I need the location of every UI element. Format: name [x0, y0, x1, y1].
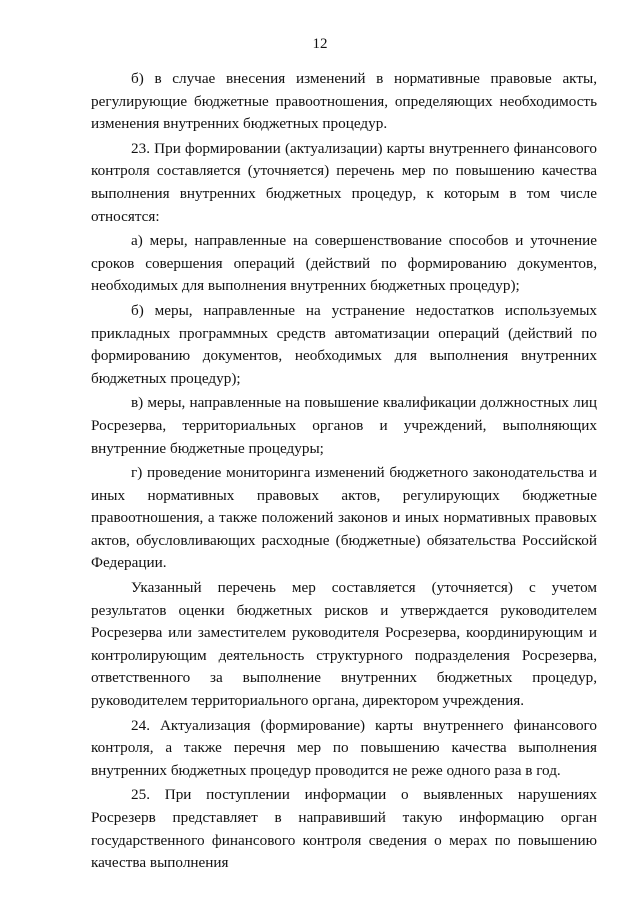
document-body [91, 68, 597, 875]
paragraph-23-g: г) проведение мониторинга изменений бюджетного законодательства и иных нормативных правовых актов, регулирующих бюджетные правоотношения, а также положений законов и иных нормативных правовых актов, обусловливающих расходные (бюджетные) обязательства Российской Федерации. [91, 464, 597, 572]
paragraph-23-a: а) меры, направленные на совершенствование способов и уточнение сроков совершения операций (действий по формированию документов, необходимых для выполнения внутренних бюджетных процедур); [91, 232, 597, 295]
paragraph-23-v: в) меры, направленные на повышение квалификации должностных лиц Росрезерва, территориальных органов и учреждений, выполняющих внутренние бюджетные процедуры; [91, 394, 597, 457]
paragraph-23-b: б) меры, направленные на устранение недостатков используемых прикладных программных средств автоматизации операций (действий по формированию документов, необходимых для выполнения внутренних бюджетных процедур); [91, 301, 597, 387]
paragraph-24: 24. Актуализация (формирование) карты внутреннего финансового контроля, а также перечня мер по повышению качества выполнения внутренних бюджетных процедур проводится не реже одного раза в год. [91, 716, 597, 779]
page-number: 12 [312, 36, 328, 52]
paragraph-25: 25. При поступлении информации о выявленных нарушениях Росрезерв представляет в направивший такую информацию орган государственного финансового контроля сведения о мерах по повышению качества выполнения [91, 786, 597, 872]
paragraph-23: 23. При формировании (актуализации) карты внутреннего финансового контроля составляется (уточняется) перечень мер по повышению качества выполнения внутренних бюджетных процедур, к которым в том числе относятся: [91, 139, 597, 225]
paragraph-b-changes: б) в случае внесения изменений в нормативные правовые акты, регулирующие бюджетные правоотношения, определяющих необходимость изменения внутренних бюджетных процедур. [91, 70, 597, 133]
paragraph-measures-list: Указанный перечень мер составляется (уточняется) с учетом результатов оценки бюджетных рисков и утверждается руководителем Росрезерва или заместителем руководителя Росрезерва, координирующим и контролирующим деятельность структурного подразделения Росрезерва, ответственного за выполнение внутренних бюджетных процедур, руководителем территориального органа, директором учреждения. [91, 579, 597, 710]
